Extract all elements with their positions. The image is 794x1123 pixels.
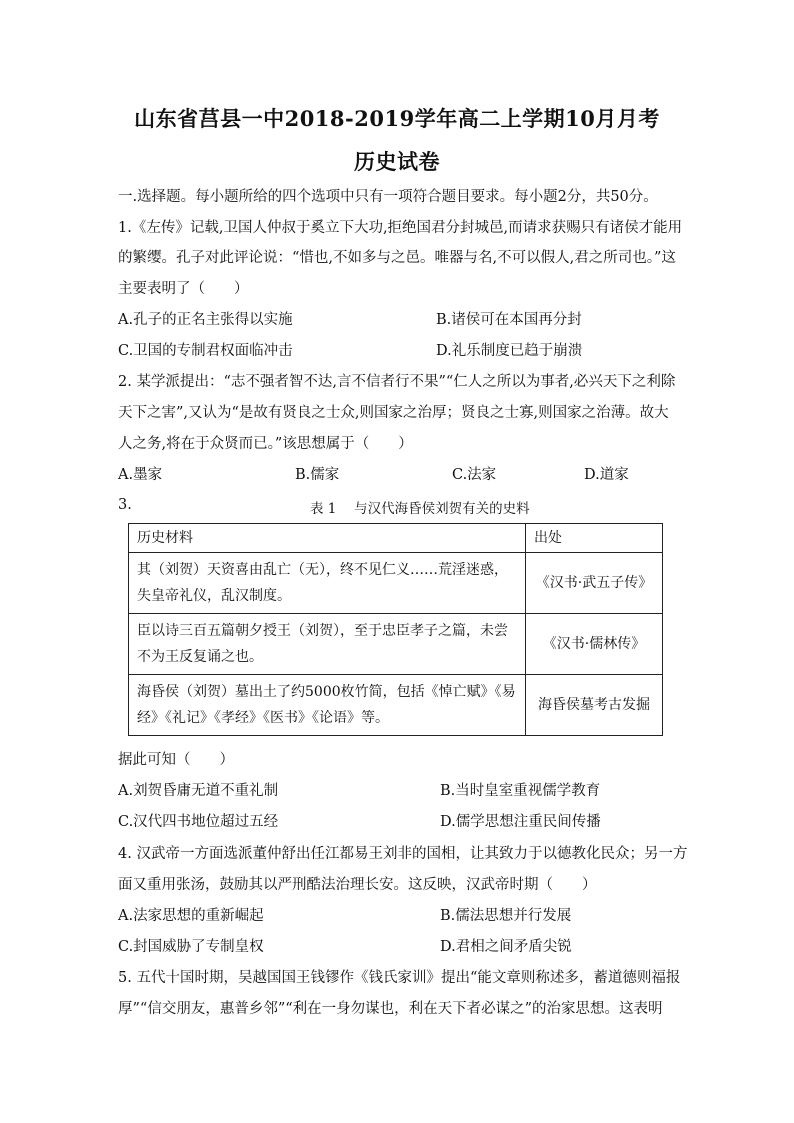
q3-option-b: B.当时皇室重视儒学教育 [440, 783, 601, 799]
exam-subtitle: 历史试卷 [354, 149, 440, 174]
q1-line-3: 主要表明了（ ） [118, 281, 249, 297]
table-row [129, 675, 663, 736]
q3-option-d: D.儒学思想注重民间传播 [440, 814, 601, 830]
q4-line-1: 4. 汉武帝一方面选派董仲舒出任江都易王刘非的国相，让其致力于以德教化民众；另一方 [118, 846, 688, 862]
exam-title: 山东省莒县一中2018-2019学年高二上学期10月月考 [134, 106, 660, 131]
table-cell-material: 其（刘贺）天资喜由乱亡（无），终不见仁义……荒淫迷惑，失皇帝礼仪，乱汉制度。 [129, 553, 526, 614]
q4-line-2: 面又重用张汤，鼓励其以严刑酷法治理长安。这反映，汉武帝时期（ ） [118, 877, 597, 893]
table-row [129, 614, 663, 675]
table-cell-source: 海昏侯墓考古发掘 [526, 675, 663, 736]
q5-line-1: 5. 五代十国时期，吴越国国王钱镠作《钱氏家训》提出“能文章则称述多，蓄道德则福报 [118, 970, 681, 986]
section-header: 一.选择题。每小题所给的四个选项中只有一项符合题目要求。每小题2分，共50分。 [118, 189, 658, 205]
history-sources-table [128, 523, 663, 736]
q3-table-caption: 表 1 与汉代海昏侯刘贺有关的史料 [310, 501, 530, 517]
q2-option-c: C.法家 [452, 467, 497, 483]
table-cell-material: 海昏侯（刘贺）墓出土了约5000枚竹简，包括《悼亡赋》《易经》《礼记》《孝经》《医书》《论语》等。 [129, 675, 526, 736]
q5-line-2: 厚”“信交朋友，惠普乡邻”“利在一身勿谋也，利在天下者必谋之”的治家思想。这表明 [118, 1001, 663, 1017]
table-header-material: 历史材料 [129, 524, 526, 553]
q1-option-d: D.礼乐制度已趋于崩溃 [436, 343, 583, 359]
q1-line-2: 的繁缨。孔子对此评论说：“惜也,不如多与之邑。唯器与名,不可以假人,君之所司也。”这 [118, 250, 676, 266]
q3-option-c: C.汉代四书地位超过五经 [118, 814, 279, 830]
q3-stem: 据此可知（ ） [118, 752, 234, 768]
table-cell-source: 《汉书·武五子传》 [526, 553, 663, 614]
table-cell-source: 《汉书·儒林传》 [526, 614, 663, 675]
q1-option-a: A.孔子的正名主张得以实施 [118, 312, 293, 328]
q4-option-c: C.封国威胁了专制皇权 [118, 939, 264, 955]
q1-option-b: B.诸侯可在本国再分封 [436, 312, 582, 328]
q4-option-a: A.法家思想的重新崛起 [118, 908, 264, 924]
table-header-source: 出处 [526, 524, 663, 553]
q4-option-d: D.君相之间矛盾尖锐 [440, 939, 572, 955]
table-cell-material: 臣以诗三百五篇朝夕授王（刘贺），至于忠臣孝子之篇，未尝不为王反复诵之也。 [129, 614, 526, 675]
q2-line-1: 2. 某学派提出：“志不强者智不达,言不信者行不果”“仁人之所以为事者,必兴天下之利除 [118, 374, 676, 390]
q2-option-b: B.儒家 [295, 467, 340, 483]
q4-option-b: B.儒法思想并行发展 [440, 908, 572, 924]
q2-line-3: 人之务,将在于众贤而已。”该思想属于（ ） [118, 436, 413, 452]
q2-option-a: A.墨家 [118, 467, 163, 483]
q1-line-1: 1.《左传》记载,卫国人仲叔于奚立下大功,拒绝国君分封城邑,而请求获赐只有诸侯才能用 [118, 220, 683, 236]
table-row [129, 553, 663, 614]
q1-option-c: C.卫国的专制君权面临冲击 [118, 343, 293, 359]
q3-number: 3. [118, 497, 132, 513]
table-header-row [129, 524, 663, 553]
q2-option-d: D.道家 [584, 467, 629, 483]
q3-option-a: A.刘贺昏庸无道不重礼制 [118, 783, 279, 799]
q2-line-2: 天下之害”,又认为“是故有贤良之士众,则国家之治厚；贤良之士寡,则国家之治薄。故大 [118, 405, 669, 421]
